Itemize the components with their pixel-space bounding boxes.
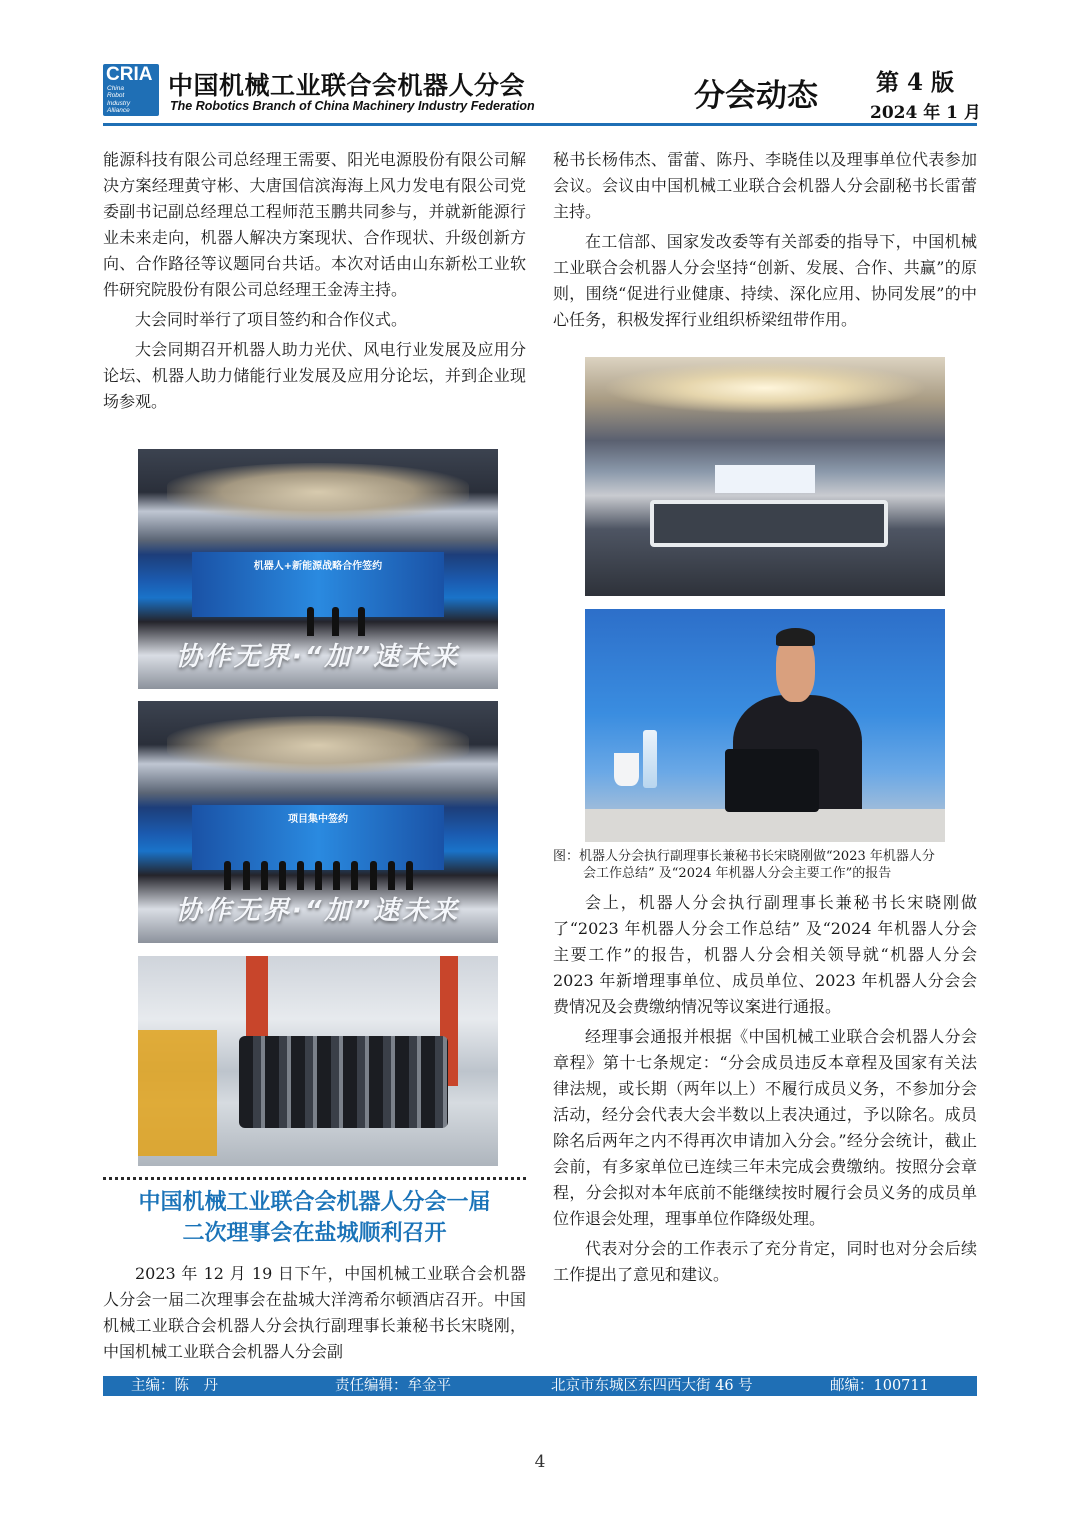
- organization-name-en: The Robotics Branch of China Machinery Industry Federation: [170, 99, 535, 113]
- paragraph: 能源科技有限公司总经理王需要、阳光电源股份有限公司解决方案经理黄守彬、大唐国信滨海海上风力发电有限公司党委副书记副总经理总工程师范玉鹏共同参与，并就新能源行业未来走向，机器人解决方案现状、合作现状、升级创新方向、合作路径等议题同台共话。本次对话由山东新松工业软件研究院股份有限公司总经理王金涛主持。: [103, 150, 526, 299]
- paragraph: 秘书长杨伟杰、雷蕾、陈丹、李晓佳以及理事单位代表参加会议。会议由中国机械工业联合会机器人分会副秘书长雷蕾主持。: [553, 150, 977, 221]
- paragraph: 会上，机器人分会执行副理事长兼秘书长宋晓刚做了“2023 年机器人分会工作总结” 及“2024 年机器人分会主要工作”的报告，机器人分会相关领导就“机器人分会 2023 年新增理事单位、成员单位、2023 年机器人分会会费情况及会费缴纳情况等议案进行通报。: [553, 893, 977, 1016]
- signing-ceremony-photo: [138, 449, 498, 689]
- section-divider: [103, 1177, 526, 1180]
- speaker-photo: [585, 609, 945, 842]
- paragraph: 代表对分会的工作表示了充分肯定，同时也对分会后续工作提出了意见和建议。: [553, 1239, 977, 1284]
- screen-title: 机器人+新能源战略合作签约: [253, 561, 383, 572]
- factory-visit-photo: [138, 956, 498, 1166]
- paragraph: 在工信部、国家发改委等有关部委的指导下，中国机械工业联合会机器人分会坚持“创新、发展、合作、共赢”的原则，围绕“促进行业健康、持续、深化应用、协同发展”的中心任务，积极发挥行业组织桥梁纽带作用。: [553, 232, 977, 329]
- screen-title: 项目集中签约: [288, 813, 348, 825]
- chief-editor: 主编：陈 丹: [131, 1378, 218, 1394]
- cria-logo: [103, 64, 159, 116]
- responsible-editor: 责任编辑：牟金平: [335, 1378, 451, 1394]
- photo-caption: 图：机器人分会执行副理事长兼秘书长宋晓刚做“2023 年机器人分 会工作总结” 及“2024 年机器人分会主要工作”的报告: [553, 849, 935, 881]
- article-headline: 中国机械工业联合会机器人分会一届 二次理事会在盐城顺利召开: [138, 1190, 491, 1246]
- paragraph: 2023 年 12 月 19 日下午，中国机械工业联合会机器人分会一届二次理事会在盐城大洋湾希尔顿酒店召开。中国机械工业联合会机器人分会执行副理事长兼秘书长宋晓刚，中国机械工业联合会机器人分会副: [103, 1264, 526, 1361]
- section-title: 分会动态: [694, 78, 818, 114]
- issue-date: 2024 年 1 月: [870, 103, 981, 123]
- right-column-text-bottom: [553, 890, 977, 1292]
- paragraph: 大会同期召开机器人助力光伏、风电行业发展及应用分论坛、机器人助力储能行业发展及应用分论坛，并到企业现场参观。: [103, 340, 526, 411]
- header-divider: [103, 123, 977, 126]
- postcode: 邮编：100711: [830, 1378, 929, 1394]
- right-column-text-top: [553, 147, 977, 337]
- logo-text: CRIA: [106, 64, 153, 85]
- paragraph: 经理事会通报并根据《中国机械工业联合会机器人分会章程》第十七条规定：“分会成员违反本章程及国家有关法律法规，或长期（两年以上）不履行成员义务，不参加分会活动，经分会代表大会半数以上表决通过，予以除名。成员除名后两年之内不得再次申请加入分会。”经分会统计，截止会前，有多家单位已连续三年未完成会费缴纳。按照分会章程，分会拟对本年底前不能继续按时履行会员义务的成员单位作退会处理，理事单位作降级处理。: [553, 1027, 977, 1228]
- paragraph: 大会同时举行了项目签约和合作仪式。: [135, 310, 408, 329]
- footer-bar: [103, 1376, 977, 1396]
- logo-subtext: China Robot Industry Alliance: [107, 85, 131, 115]
- page-number: 4: [534, 1452, 546, 1472]
- project-signing-photo: [138, 701, 498, 943]
- organization-name-cn: 中国机械工业联合会机器人分会: [168, 71, 526, 100]
- article-text: [103, 1261, 526, 1369]
- event-slogan: 协作无界·“加”速未来: [175, 895, 461, 926]
- event-slogan: 协作无界·“加”速未来: [175, 642, 461, 673]
- left-column-text: [103, 147, 526, 419]
- council-meeting-photo: [585, 357, 945, 596]
- edition-number: 第 4 版: [876, 69, 955, 96]
- address: 北京市东城区东四西大街 46 号: [551, 1378, 753, 1394]
